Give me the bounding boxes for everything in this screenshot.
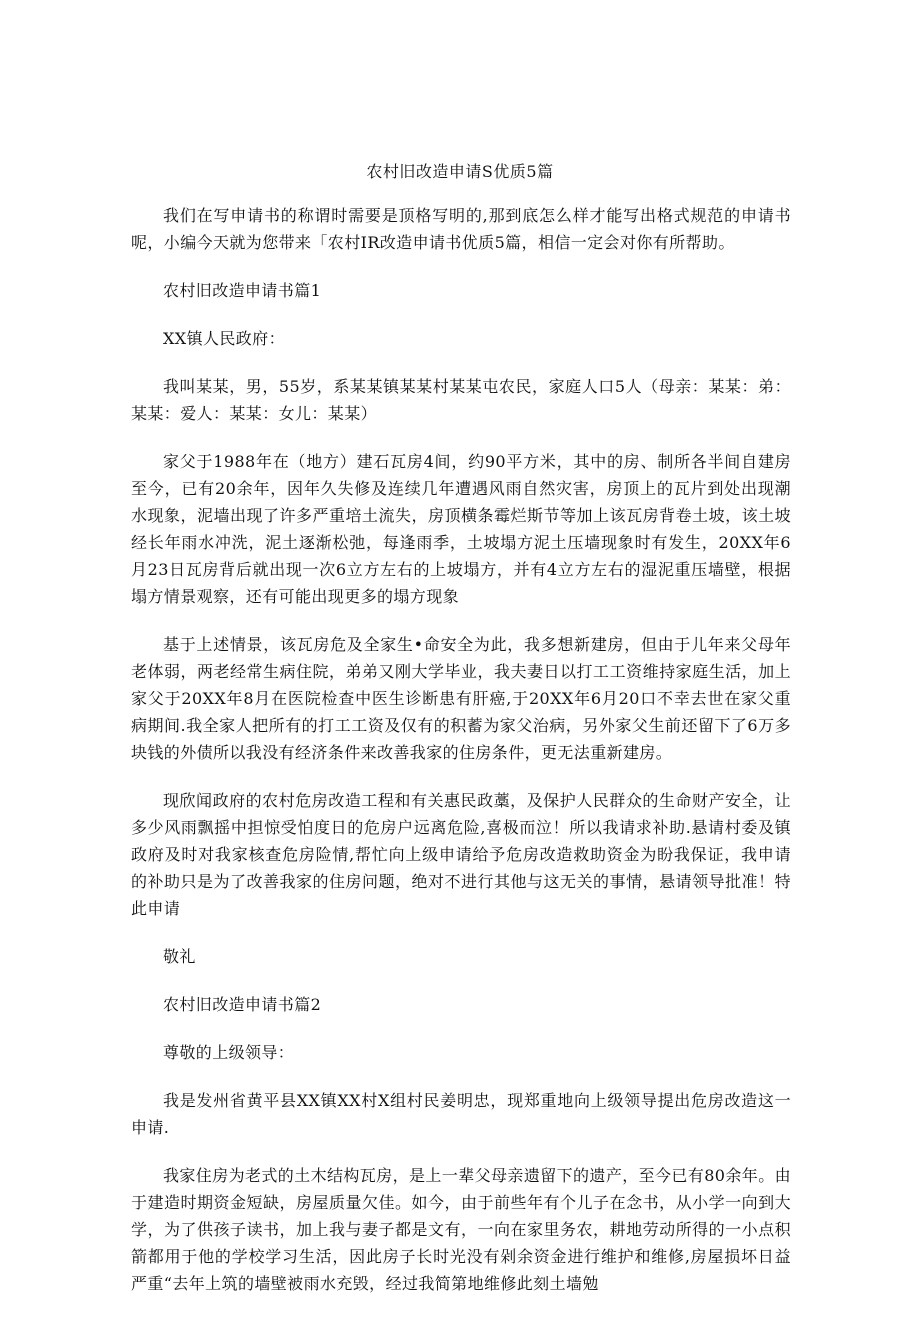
section-1-paragraph-4: 现欣闻政府的农村危房改造工程和有关惠民政藁，及保护人民群众的生命财产安全，让多少风雨飘摇中担惊受怕度日的危房户远离危险,喜极而泣！所以我请求补助.悬请村委及镇政府及时对我家核查危房险情,帮忙向上级申请给予危房改造救助资金为盼我保证，我申请的补助只是为了改善我家的住房问题，绝对不进行其他与这无关的事情，悬请领导批准！特此申请 — [131, 791, 791, 918]
section-1-paragraph-3: 基于上述情景，该瓦房危及全家生•命安全为此，我多想新建房，但由于儿年来父母年老体弱，两老经常生病住院，弟弟又刚大学毕业，我夫妻日以打工工资维持家庭生活，加上家父于20XX年8月在医院检查中医生诊断患有肝癌,于20XX年6月20口不幸去世在家父重病期间.我全家人把所有的打工工资及仅有的积蓄为家父治病，另外家父生前还留下了6万多块钱的外债所以我没有经济条件来改善我家的住房条件，更无法重新建房。 — [131, 635, 791, 762]
section-1-heading: 农村旧改造申请书篇1 — [163, 281, 322, 300]
section-2-salutation: 尊敬的上级领导： — [163, 1043, 295, 1062]
section-2-paragraph-1: 我是发州省黄平县XX镇XX村X组村民姜明忠，现郑重地向上级领导提出危房改造这一申请. — [131, 1091, 791, 1137]
document-body — [131, 202, 791, 1318]
section-1-paragraph-1: 我叫某某，男，55岁，系某某镇某某村某某屯农民，家庭人口5人（母亲：某某：弟：某某：爱人：某某：女儿：某某） — [131, 377, 791, 423]
section-1-closing: 敬礼 — [163, 947, 196, 966]
section-2-paragraph-2: 我家住房为老式的土木结构瓦房，是上一辈父母亲遗留下的遗产，至今已有80余年。由于建造时期资金短缺，房屋质量欠佳。如今，由于前些年有个儿子在念书，从小学一向到大学，为了供孩子读书，加上我与妻子都是文有，一向在家里务农，耕地劳动所得的一小点积箭都用于他的学校学习生活，因此房子长时光没有剁余资金进行维护和维修,房屋损坏日益严重“去年上筑的墙壁被雨水充毁，经过我简第地维修此刻土墙勉 — [131, 1166, 791, 1293]
section-1-salutation: XX镇人民政府： — [163, 329, 285, 348]
intro-paragraph: 我们在写申请书的称谓时需要是顶格写明的,那到底怎么样才能写出格式规范的申请书呢，小编今天就为您带来「农村IR改造申请书优质5篇，相信一定会对你有所帮助。 — [131, 206, 791, 252]
section-2-heading: 农村旧改造申请书篇2 — [163, 995, 322, 1014]
document-title: 农村旧改造申请S优质5篇 — [366, 162, 554, 181]
section-1-paragraph-2: 家父于1988年在（地方）建石瓦房4间，约90平方米，其中的房、制所各半间自建房至今，已有20余年，因年久失修及连续几年遭遇风雨自然灾害，房顶上的瓦片到处出现潮水现象，泥墙出现了许多严重培土流失，房顶横条霉烂斯节等加上该瓦房背卷土坡，该土坡经长年雨水冲洗，泥土逐渐松弛，每逢雨季，土坡塌方泥土压墙现象时有发生，20XX年6月23日瓦房背后就出现一次6立方左右的上坡塌方，并有4立方左右的湿泥重压墙壁，根据塌方情景观察，还有可能出现更多的塌方现象 — [131, 452, 791, 606]
